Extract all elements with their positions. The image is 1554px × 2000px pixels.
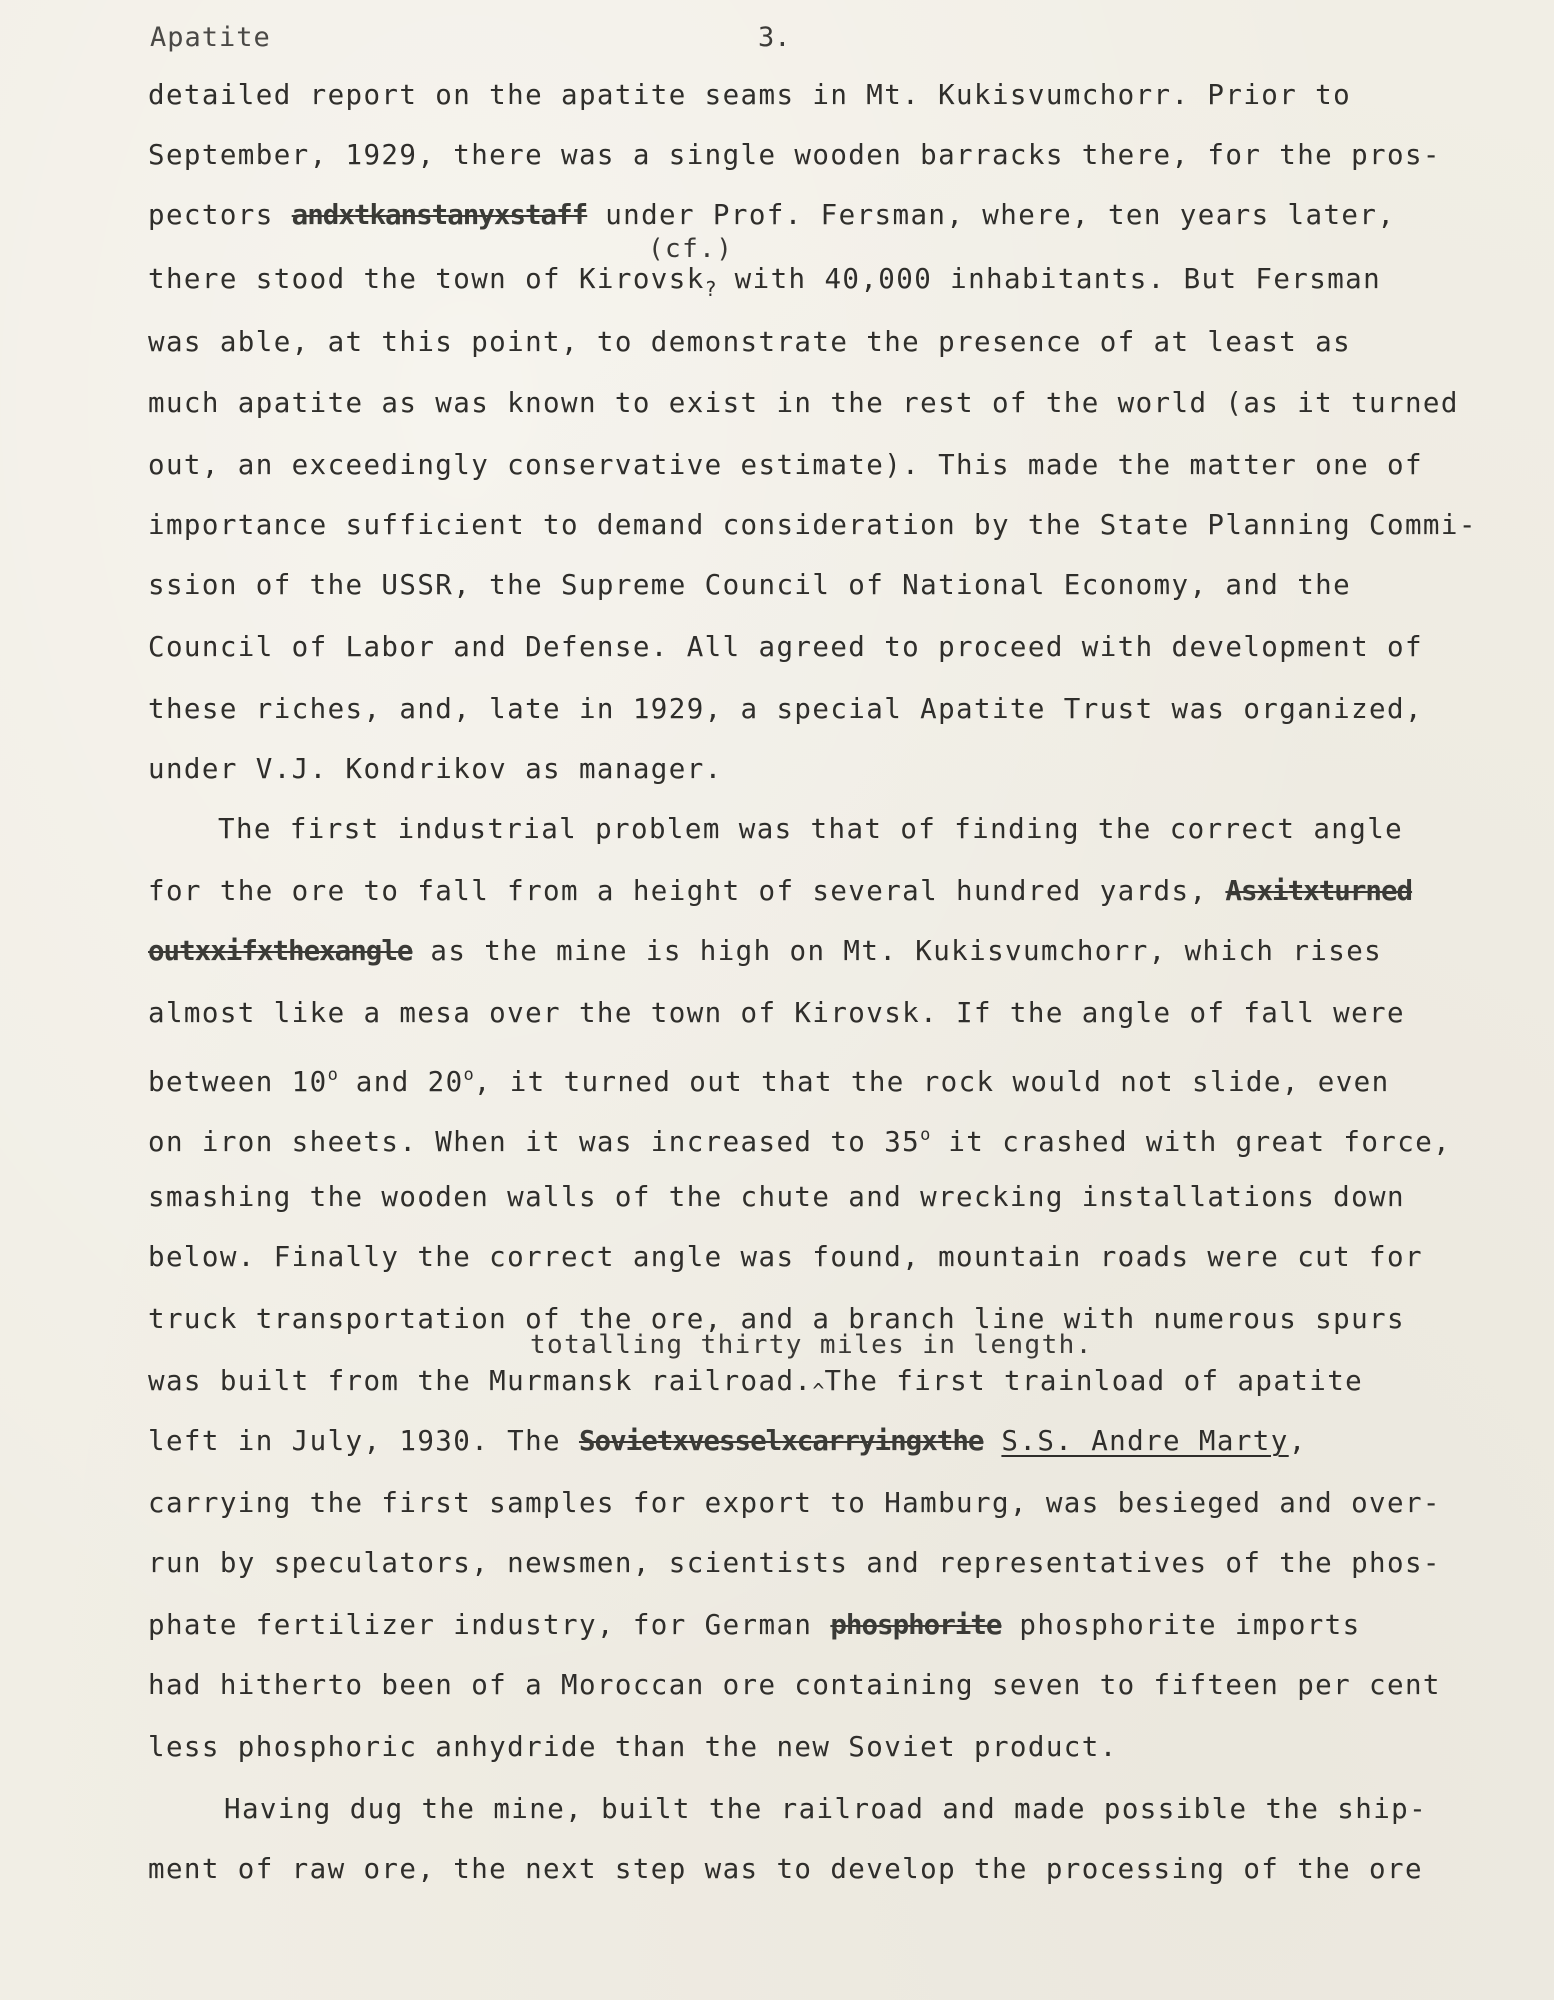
struck-out-text: andxtkanstanyxstaff (291, 199, 588, 231)
page-number: 3. (758, 22, 791, 53)
text-segment: , (1288, 1425, 1307, 1457)
text-line-19: smashing the wooden walls of the chute and wrecking installations down (148, 1181, 1405, 1213)
text-line-27: had hitherto been of a Moroccan ore containing seven to fifteen per cent (148, 1669, 1441, 1701)
text-segment (983, 1425, 1001, 1457)
text-segment: it crashed with great force, (930, 1126, 1452, 1158)
ship-name: S.S. Andre Marty (1001, 1425, 1289, 1457)
text-line-15 (148, 934, 1382, 968)
text-line-23 (148, 1424, 1307, 1458)
text-line-1: detailed report on the apatite seams in Mt. Kukisvumchorr. Prior to (148, 79, 1352, 111)
text-line-8: importance sufficient to demand consideration by the State Planning Commi- (148, 509, 1477, 541)
struck-out-text: Asxitxturned (1225, 875, 1413, 907)
text-line-11: these riches, and, late in 1929, a special Apatite Trust was organized, (148, 693, 1423, 725)
text-line-6: much apatite as was known to exist in the rest of the world (as it turned (148, 387, 1459, 419)
degree-mark: o (327, 1065, 338, 1085)
text-line-12: under V.J. Kondrikov as manager. (148, 753, 723, 785)
text-line-18 (148, 1118, 1451, 1159)
struck-out-text: phosphorite (830, 1609, 1002, 1641)
struck-out-text: outxxifxthexangle (148, 935, 413, 967)
text-line-17 (148, 1058, 1390, 1099)
text-line-22 (148, 1364, 1363, 1408)
text-segment: left in July, 1930. The (148, 1425, 579, 1457)
text-line-26 (148, 1608, 1361, 1642)
text-segment: between 10 (148, 1066, 328, 1098)
running-head-title: Apatite (150, 22, 271, 53)
text-line-13: The first industrial problem was that of finding the correct angle (218, 813, 1404, 845)
text-segment: for the ore to fall from a height of several hundred yards, (148, 875, 1226, 907)
text-line-21: truck transportation of the ore, and a branch line with numerous spurs (148, 1303, 1405, 1335)
text-line-5: was able, at this point, to demonstrate the presence of at least as (148, 326, 1352, 358)
text-line-7: out, an exceedingly conservative estimate). This made the matter one of (148, 449, 1423, 481)
text-segment: , it turned out that the rock would not slide, even (473, 1066, 1390, 1098)
text-line-25: run by speculators, newsmen, scientists and representatives of the phos- (148, 1547, 1441, 1579)
text-line-9: ssion of the USSR, the Supreme Council of National Economy, and the (148, 569, 1352, 601)
text-segment: The first trainload of apatite (824, 1365, 1364, 1397)
text-line-29: Having dug the mine, built the railroad and made possible the ship- (224, 1793, 1428, 1825)
degree-mark: o (920, 1125, 931, 1145)
text-segment: and 20 (337, 1066, 464, 1098)
struck-out-text: Sovietxvesselxcarryingxthe (578, 1425, 984, 1457)
text-segment: there stood the town of Kirovsk (148, 263, 705, 295)
text-segment: phate fertilizer industry, for German (148, 1609, 831, 1641)
interlinear-insertion-totalling: totalling thirty miles in length. (530, 1330, 1093, 1360)
text-segment: under Prof. Fersman, where, ten years later, (587, 199, 1396, 231)
text-segment: was built from the Murmansk railroad. (148, 1365, 813, 1397)
insertion-mark: ? (704, 277, 717, 301)
degree-mark: o (463, 1065, 474, 1085)
text-segment: pectors (148, 199, 292, 231)
text-segment: on iron sheets. When it was increased to 35 (148, 1126, 921, 1158)
text-line-2: September, 1929, there was a single wooden barracks there, for the pros- (148, 139, 1441, 171)
text-line-4 (148, 262, 1381, 306)
text-line-14 (148, 874, 1412, 908)
text-line-24: carrying the first samples for export to Hamburg, was besieged and over- (148, 1487, 1441, 1519)
text-segment: with 40,000 inhabitants. But Fersman (716, 263, 1382, 295)
text-line-20: below. Finally the correct angle was found, mountain roads were cut for (148, 1241, 1423, 1273)
text-line-30: ment of raw ore, the next step was to develop the processing of the ore (148, 1853, 1423, 1885)
text-line-28: less phosphoric anhydride than the new Soviet product. (148, 1731, 1118, 1763)
text-line-3 (148, 198, 1395, 232)
interlinear-insertion-cf: (cf.) (648, 234, 734, 264)
insertion-caret: ^ (812, 1379, 825, 1403)
text-segment: as the mine is high on Mt. Kukisvumchorr, which rises (412, 935, 1383, 967)
text-segment: phosphorite imports (1001, 1609, 1361, 1641)
text-line-16: almost like a mesa over the town of Kirovsk. If the angle of fall were (148, 997, 1405, 1029)
text-line-10: Council of Labor and Defense. All agreed to proceed with development of (148, 631, 1423, 663)
